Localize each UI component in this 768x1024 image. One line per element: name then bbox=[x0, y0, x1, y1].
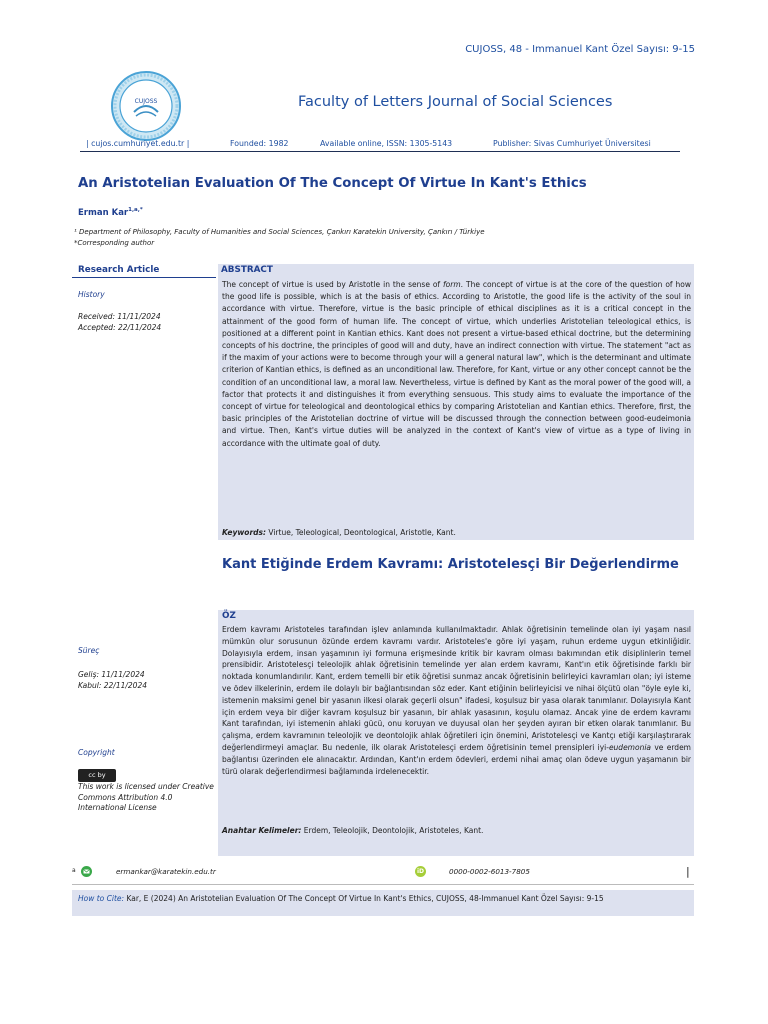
received-date: Received: 11/11/2024 bbox=[78, 312, 161, 321]
abstract-form-word: form bbox=[443, 280, 461, 289]
abstract-text-part1: The concept of virtue is used by Aristotle in the sense of bbox=[222, 280, 444, 289]
contact-row bbox=[72, 866, 694, 880]
copyright-label: Copyright bbox=[78, 748, 115, 757]
orcid-id[interactable]: 0000-0002-6013-7805 bbox=[449, 867, 530, 876]
journal-name: Faculty of Letters Journal of Social Sciences bbox=[298, 94, 613, 110]
oz-text bbox=[222, 624, 691, 777]
oz-text-part2: ve erdem bağlantısı üzerinden ele alınacaktır. Ardından, Kant'ın erdem ödevleri, erdemi nihai amaç olan ödeve uygun yaşamanın bir türü olarak değerlendirmesi bağlamında irdelenecektir. bbox=[222, 742, 691, 776]
keywords-line bbox=[222, 528, 456, 537]
author-name[interactable]: Erman Kar bbox=[78, 207, 129, 218]
oz-italic-word: eudemonia bbox=[608, 742, 652, 752]
journal-meta-bar bbox=[80, 139, 680, 152]
turkish-title: Kant Etiğinde Erdem Kavramı: Aristotelesçi Bir Değerlendirme bbox=[222, 557, 679, 572]
gelis-date: Geliş: 11/11/2024 bbox=[78, 670, 145, 679]
article-title: An Aristotelian Evaluation Of The Concept Of Virtue In Kant's Ethics bbox=[78, 176, 587, 191]
keywords-list: Virtue, Teleological, Deontological, Aristotle, Kant. bbox=[266, 528, 456, 537]
founded-year: Founded: 1982 bbox=[230, 139, 289, 148]
process-label: Süreç bbox=[78, 646, 100, 655]
kabul-date: Kabul: 22/11/2024 bbox=[78, 681, 147, 690]
sidebar-divider bbox=[72, 277, 216, 278]
journal-website-link[interactable]: | cujos.cumhuriyet.edu.tr | bbox=[86, 139, 190, 148]
accepted-date: Accepted: 22/11/2024 bbox=[78, 323, 162, 332]
cc-by-badge[interactable]: cc by bbox=[78, 769, 116, 782]
abstract-heading: ABSTRACT bbox=[221, 265, 273, 275]
oz-heading: ÖZ bbox=[222, 611, 236, 621]
logo-text: CUJOSS bbox=[134, 98, 158, 105]
author-marks: 1,a,* bbox=[128, 207, 143, 213]
turkish-keywords-line bbox=[222, 826, 483, 835]
contact-separator: | bbox=[686, 865, 690, 878]
orcid-icon: iD bbox=[416, 868, 425, 875]
affiliation: ¹ Department of Philosophy, Faculty of Humanities and Social Sciences, Çankırı Karatekin University, Çankırı / Türkiye bbox=[74, 228, 485, 236]
author-line bbox=[78, 207, 143, 218]
abstract-text-part2: . The concept of virtue is at the core of the question of how the good life is possible, which is at the basis of ethics. According to Aristotle, the good life is the activity of the soul in accordance with virtue. Therefore, virtue is the basic principle of ethical disciplines as it is a critical concept in the attainment of the good form of human life. The concept of virtue, which underlies Aristotelian teleological ethics, is positioned at a different point in Kantian ethics. Kant does not present a virtue-based ethical doctrine, but the determining concepts of his doctrine, the principles of good will and duty, have an indirect connection with virtue. The statement "act as if the maxim of your actions were to become through your will a general natural law", which is the determinant and ultimate criterion of Kantian ethics, is defined as an unconditional law. Therefore, for Kant, virtue or any other concept cannot be the condition of an unconditional law, a moral law. Nevertheless, virtue is defined by Kant as the moral power of the good will, a factor that protects it and distinguishes it from everything sensuous. This study aims to evaluate the importance of the concept of virtue for teleological and deontological ethics by comparing Aristotelian and Kantian ethics. Therefore, first, the basic principles of the Aristotelian doctrine of virtue will be discussed through the connection between good-eudeimonia and virtue. Then, Kant's virtue duties will be analyzed in the context of Kant's view of virtue as a type of living in accordance with the ultimate goal of duty. bbox=[222, 280, 691, 448]
keywords-label: Keywords: bbox=[222, 528, 266, 537]
footer-divider bbox=[72, 884, 694, 885]
history-label: History bbox=[78, 290, 105, 299]
email-icon bbox=[81, 866, 92, 877]
affiliation-block bbox=[74, 227, 485, 249]
corresponding-note: *Corresponding author bbox=[74, 239, 155, 247]
oz-text-part1: Erdem kavramı Aristoteles tarafından işlev anlamında kullanılmaktadır. Ahlak öğretisinin temelinde olan iyi yaşam nasıl mümkün olur sorusunun özünde erdem kavramı vardır. Aristoteles'e göre iyi yaşam, ruhun erdeme uygun etkinliğidir. Dolayısıyla erdem, insan yaşamının iyi formuna erişmesinde kritik bir kavram olması bakımından etik disiplinlerin temel prensibidir. Aristotelesçi teleolojik ahlak öğretisinin temelinde yer alan erdem kavramı, Kant'ın etik öğretisinde farklı bir noktada konumlandırılır. Kant, erdem temelli bir etik öğretisi sunmaz ancak öğretisinin belirleyici kavramları olan; iyi isteme ve ödev ilkelerinin, erdem ile dolaylı bir bağlantısından söz eder. Kant etiğinin belirleyicisi ve nihai ölçütü olan "öyle eyle ki, istemenin maksimi genel bir yasanın ilkesi olarak geçerli olsun" ifadesi, koşulsuz bir yasa olarak tanımlanır. Dolayısıyla Kant için erdem veya bir diğer kavram koşulsuz bir yasanın, bir ahlak yasasının, koşulu olamaz. Ancak yine de erdem kavramı Kant tarafından, iyi istemenin ahlaki gücü, onu koruyan ve duyusal olan her şeyden ayıran bir etken olarak tanımlanır. Bu çalışma, erdem kavramının teleolojik ve deontolojik ahlak öğretileri için önemini, Aristotelesçi ve Kantçı etiği karşılaştırarak değerlendirmeyi amaçlar. Bu nedenle, ilk olarak Aristotelesçi erdem öğretisinin temel prensipleri iyi- bbox=[222, 625, 691, 752]
abstract-text bbox=[222, 279, 691, 450]
citation-text: Kar, E (2024) An Aristotelian Evaluation Of The Concept Of Virtue In Kant's Ethics, CUJOSS, 48-Immanuel Kant Özel Sayısı: 9-15 bbox=[124, 894, 604, 903]
journal-logo bbox=[110, 70, 182, 142]
citation-line bbox=[78, 894, 604, 903]
license-text[interactable]: This work is licensed under Creative Commons Attribution 4.0 International License bbox=[78, 782, 214, 812]
issn-info: Available online, ISSN: 1305-5143 bbox=[320, 139, 453, 148]
author-email[interactable]: ermankar@karatekin.edu.tr bbox=[116, 867, 216, 876]
issue-reference: CUJOSS, 48 - Immanuel Kant Özel Sayısı: 9-15 bbox=[465, 44, 695, 55]
citation-label: How to Cite: bbox=[78, 894, 125, 903]
turkish-keywords-list: Erdem, Teleolojik, Deontolojik, Aristoteles, Kant. bbox=[301, 826, 484, 835]
contact-marker: a bbox=[72, 867, 76, 874]
turkish-keywords-label: Anahtar Kelimeler: bbox=[222, 826, 302, 835]
publisher-info: Publisher: Sivas Cumhuriyet Üniversitesi bbox=[493, 139, 651, 148]
article-type: Research Article bbox=[78, 265, 160, 275]
